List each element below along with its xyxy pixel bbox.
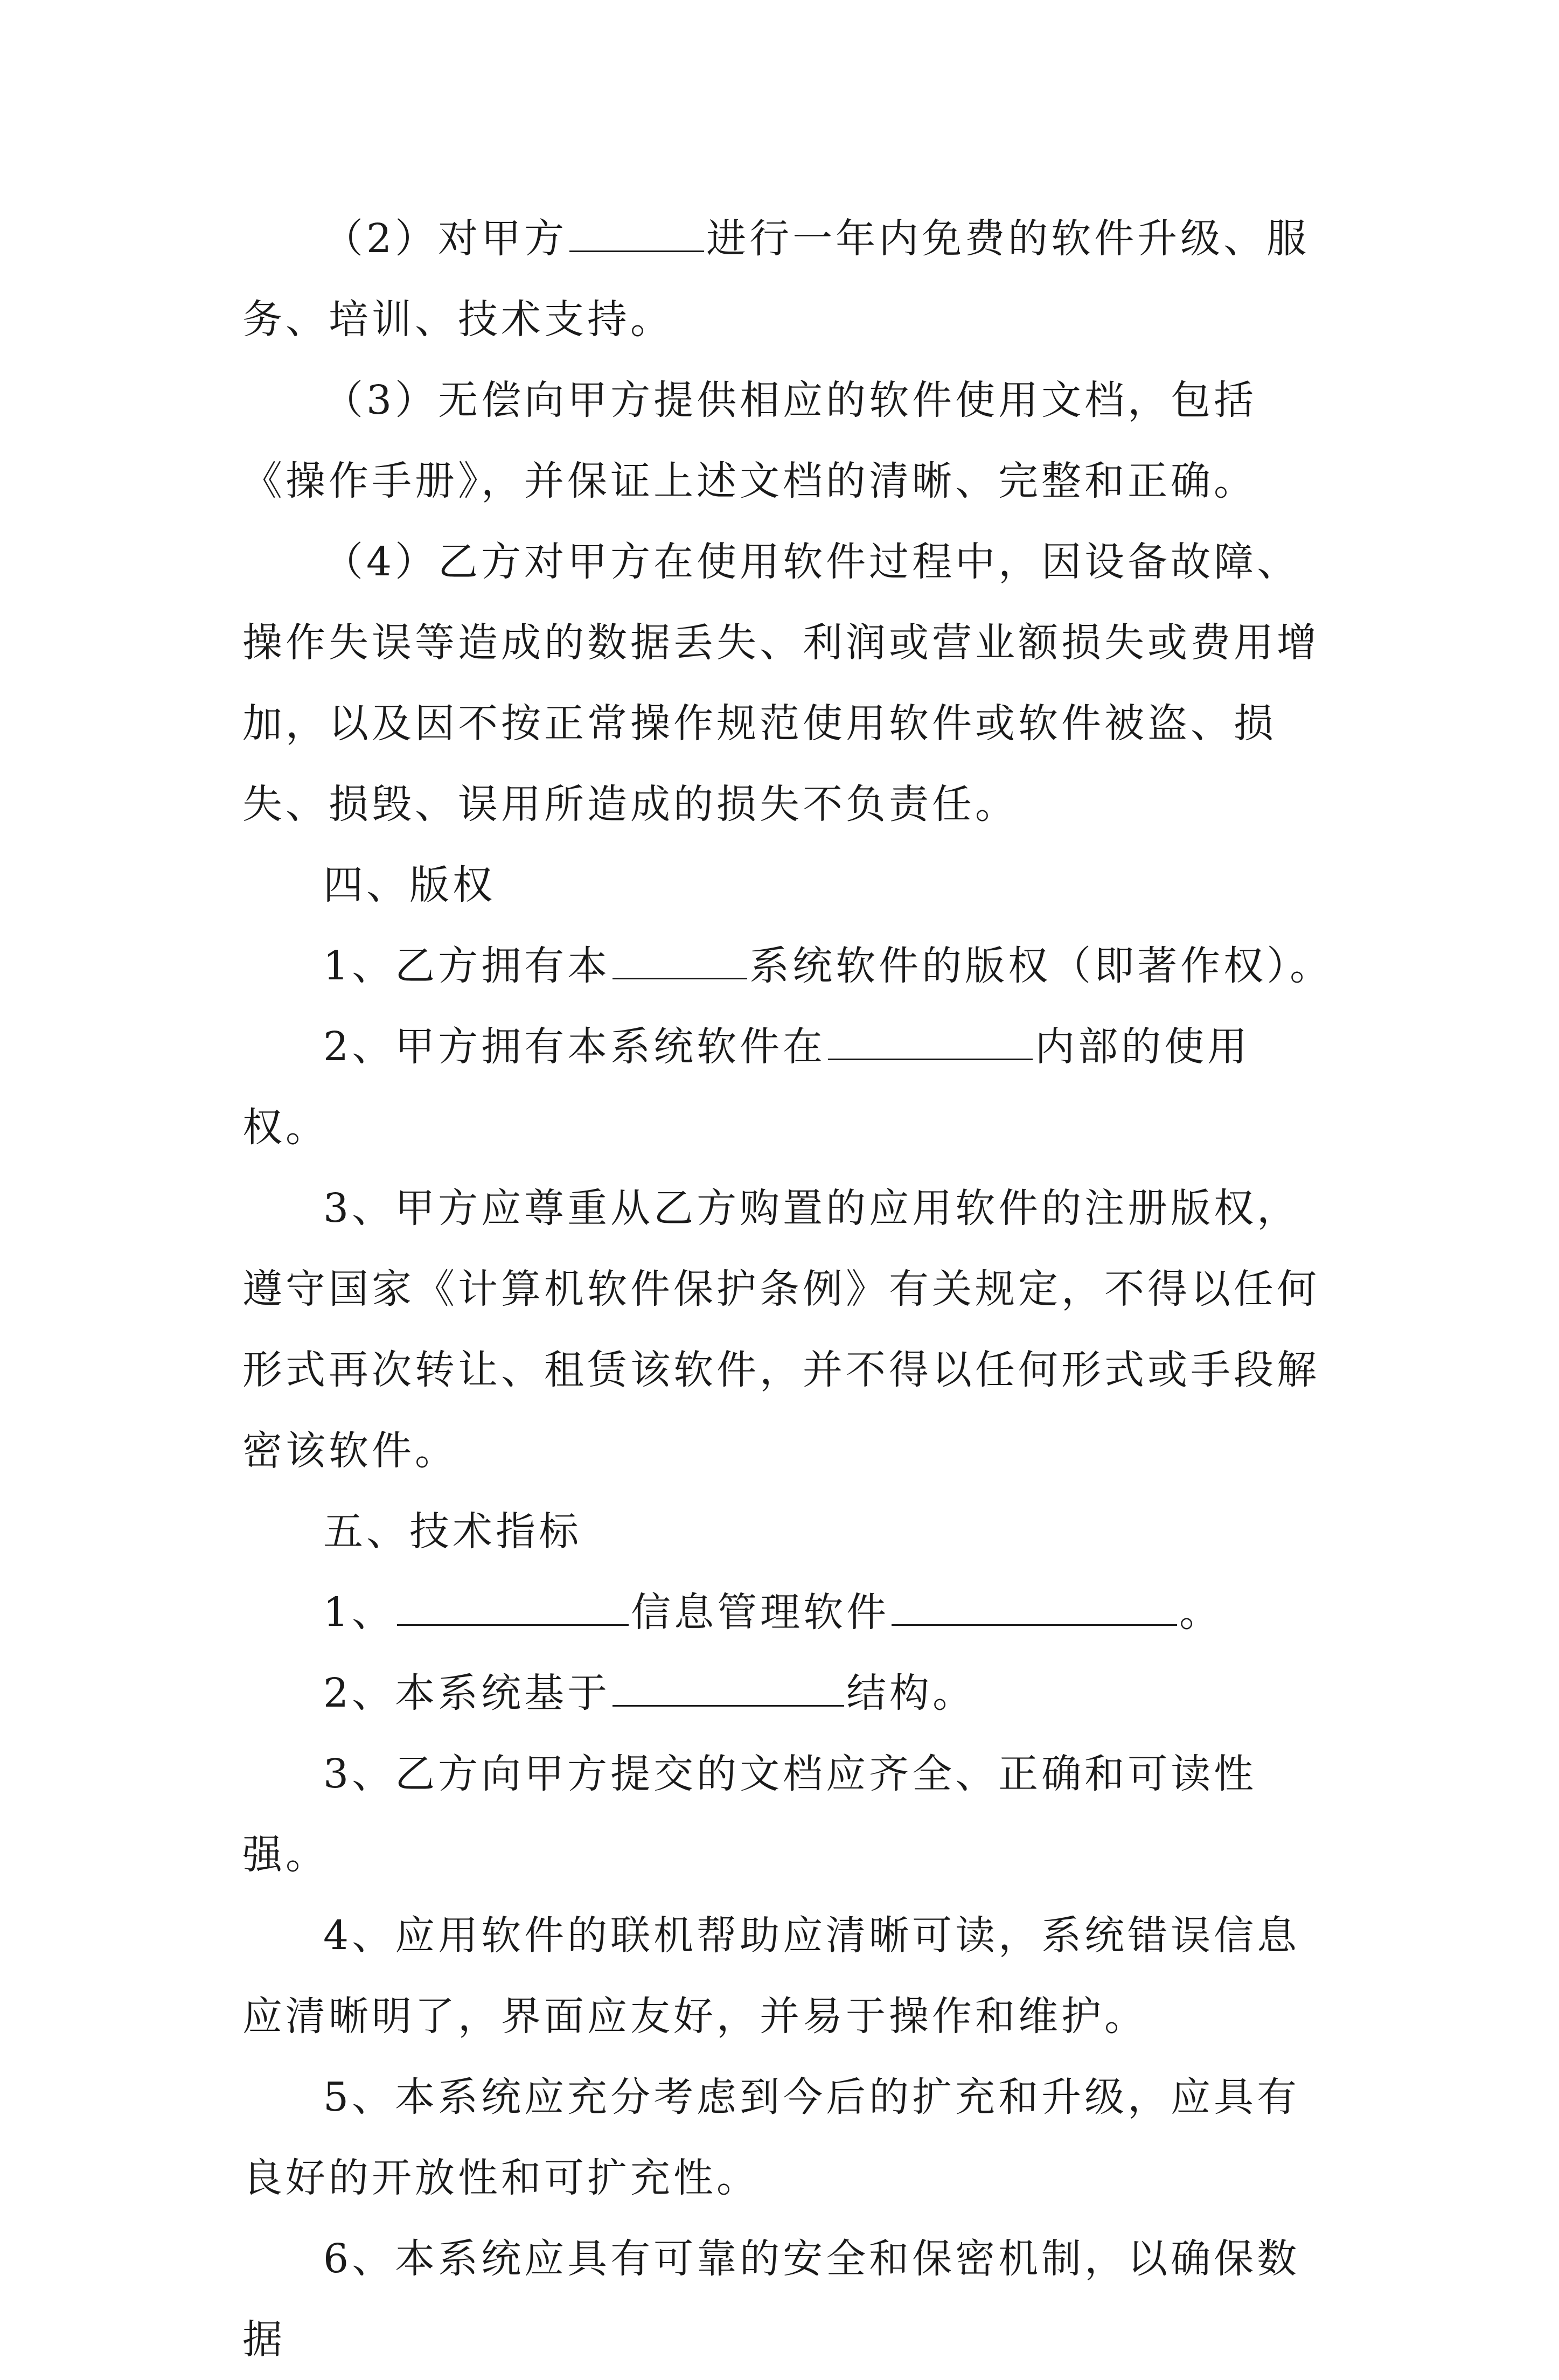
- paragraph-documentation: （3）无偿向甲方提供相应的软件使用文档，包括《操作手册》，并保证上述文档的清晰、完整和正确。: [242, 377, 1257, 504]
- fill-blank: [828, 1025, 1033, 1060]
- fill-blank: [613, 944, 747, 979]
- fill-blank: [569, 217, 704, 252]
- text-segment: 。: [1179, 1589, 1223, 1636]
- paragraph-technical-5: 5、本系统应充分考虑到今后的扩充和升级，应具有良好的开放性和可扩充性。: [242, 2074, 1300, 2201]
- text-segment: 2、甲方拥有本系统软件在: [323, 1024, 826, 1070]
- fill-blank: [892, 1591, 1177, 1626]
- paragraph-copyright-2: [242, 1006, 1336, 1168]
- text-segment: 结构。: [846, 1670, 976, 1716]
- text-segment: （2）对甲方: [323, 215, 568, 262]
- document-body: [242, 198, 1336, 2380]
- text-segment: 进行一年内免费的软件升级、服务、培训、技术支持。: [242, 215, 1310, 343]
- text-segment: 系统软件的版权（即著作权）。: [749, 943, 1333, 989]
- text-segment: 信息管理软件: [631, 1589, 890, 1636]
- paragraph-technical-4: 4、应用软件的联机帮助应清晰可读，系统错误信息应清晰明了，界面应友好，并易于操作和维护。: [242, 1912, 1300, 2040]
- paragraph-copyright-1: [242, 925, 1336, 1006]
- text-segment: 内部的使用权。: [242, 1024, 1251, 1151]
- paragraph-technical-2: [242, 1653, 1336, 1734]
- paragraph-copyright-3: 3、甲方应尊重从乙方购置的应用软件的注册版权，遵守国家《计算机软件保护条例》有关规定，不得以任何形式再次转让、租赁该软件，并不得以任何形式或手段解密该软件。: [242, 1185, 1320, 1474]
- section-heading-copyright: 四、版权: [323, 862, 496, 908]
- fill-blank: [397, 1591, 629, 1626]
- text-segment: 2、本系统基于: [323, 1670, 611, 1716]
- paragraph-technical-3: 3、乙方向甲方提交的文档应齐全、正确和可读性强。: [242, 1751, 1257, 1878]
- paragraph-liability: （4）乙方对甲方在使用软件过程中，因设备故障、操作失误等造成的数据丢失、利润或营业额损失或费用增加，以及因不按正常操作规范使用软件或软件被盗、损失、损毁、误用所造成的损失不负责任。: [242, 539, 1320, 827]
- paragraph-free-upgrade: [242, 198, 1336, 360]
- fill-blank: [613, 1672, 844, 1707]
- section-heading-technical: 五、技术指标: [323, 1508, 582, 1555]
- paragraph-technical-1: [242, 1572, 1336, 1653]
- paragraph-technical-6: 6、本系统应具有可靠的安全和保密机制，以确保数据: [242, 2236, 1300, 2363]
- text-segment: 1、乙方拥有本: [323, 943, 611, 989]
- text-segment: 1、: [323, 1589, 395, 1636]
